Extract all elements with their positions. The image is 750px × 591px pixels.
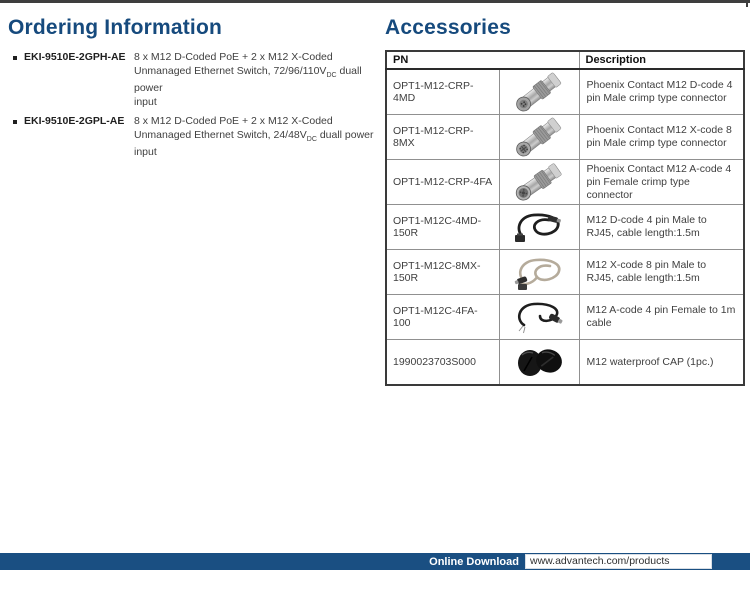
ordering-part-number: EKI-9510E-2GPH-AE — [24, 51, 126, 63]
bullet-icon — [13, 56, 17, 60]
product-photo-cell — [499, 250, 579, 295]
description-text: 8 x M12 D-Coded PoE + 2 x M12 X-Coded — [134, 51, 333, 63]
product-photo-cell — [499, 160, 579, 205]
accessories-section — [385, 16, 748, 386]
table-header-row — [386, 51, 744, 69]
m12-x-code-male-crimp-connector-photo — [511, 116, 567, 158]
description-text: Unmanaged Ethernet Switch, 72/96/110V — [134, 64, 327, 77]
footer-bar — [0, 553, 750, 570]
description-cell: Phoenix Contact M12 D-code 4 pin Male crimp type connector — [579, 69, 744, 115]
product-photo-cell — [499, 69, 579, 115]
description-line — [134, 65, 380, 96]
description-text: 8 x M12 D-Coded PoE + 2 x M12 X-Coded — [134, 115, 333, 128]
voltage-subscript: DC — [326, 71, 337, 79]
table-row — [386, 69, 744, 115]
voltage-subscript: DC — [306, 135, 317, 143]
m12-x-code-to-rj45-gray-cable-photo — [510, 251, 568, 293]
description-cell: Phoenix Contact M12 A-code 4 pin Female crimp type connector — [579, 160, 744, 205]
part-number-cell: OPT1-M12C-4MD-150R — [386, 205, 499, 250]
table-row — [386, 115, 744, 160]
table-row — [386, 340, 744, 386]
part-number-cell: OPT1-M12-CRP-8MX — [386, 115, 499, 160]
description-cell: M12 D-code 4 pin Male to RJ45, cable length:1.5m — [579, 205, 744, 250]
table-row — [386, 295, 744, 340]
m12-d-code-to-rj45-black-cable-photo — [510, 206, 568, 248]
accessories-table — [385, 50, 745, 386]
description-line — [134, 96, 380, 110]
column-header-pn: PN — [386, 51, 579, 69]
description-line — [134, 146, 374, 160]
product-photo-cell — [499, 295, 579, 340]
description-text: input — [134, 95, 157, 108]
product-photo-cell — [499, 115, 579, 160]
ordering-information-section — [8, 16, 380, 166]
download-url-link[interactable]: www.advantech.com/products — [525, 554, 712, 569]
ordering-part-description — [134, 51, 380, 109]
m12-waterproof-caps-photo — [510, 341, 568, 383]
description-line — [134, 115, 374, 129]
m12-a-code-female-loop-cable-photo — [510, 296, 568, 338]
product-photo-cell — [499, 205, 579, 250]
top-divider-rule — [0, 0, 750, 3]
online-download-label: Online Download — [429, 555, 519, 568]
description-text: duall power — [134, 64, 362, 95]
bullet-icon — [13, 120, 17, 124]
ordering-part-description — [134, 115, 374, 160]
column-header-description: Description — [579, 51, 744, 69]
part-number-cell: OPT1-M12-CRP-4MD — [386, 69, 499, 115]
ordering-item-ekl-9510e-2gpl — [8, 115, 380, 160]
description-text: input — [134, 146, 157, 159]
description-text: duall power — [316, 128, 374, 141]
part-number-cell: OPT1-M12C-4FA-100 — [386, 295, 499, 340]
table-row — [386, 160, 744, 205]
table-row — [386, 250, 744, 295]
accessories-title: Accessories — [385, 16, 511, 39]
part-number-cell: OPT1-M12-CRP-4FA — [386, 160, 499, 205]
ordering-item-ekl-9510e-2gph — [8, 51, 380, 109]
top-divider-tick — [746, 0, 748, 7]
ordering-items-list — [8, 51, 380, 160]
product-photo-cell — [499, 340, 579, 386]
part-number-cell: 1990023703S000 — [386, 340, 499, 386]
m12-d-code-male-crimp-connector-photo — [511, 71, 567, 113]
description-line — [134, 51, 380, 65]
description-text: Unmanaged Ethernet Switch, 24/48V — [134, 128, 307, 141]
description-cell: M12 waterproof CAP (1pc.) — [579, 340, 744, 386]
table-row — [386, 205, 744, 250]
part-number-cell: OPT1-M12C-8MX-150R — [386, 250, 499, 295]
description-cell: M12 X-code 8 pin Male to RJ45, cable length:1.5m — [579, 250, 744, 295]
description-cell: M12 A-code 4 pin Female to 1m cable — [579, 295, 744, 340]
description-line — [134, 129, 374, 147]
description-cell: Phoenix Contact M12 X-code 8 pin Male crimp type connector — [579, 115, 744, 160]
m12-a-code-female-crimp-connector-photo — [511, 161, 567, 203]
ordering-part-number: EKI-9510E-2GPL-AE — [24, 115, 125, 128]
ordering-information-title: Ordering Information — [8, 16, 222, 39]
